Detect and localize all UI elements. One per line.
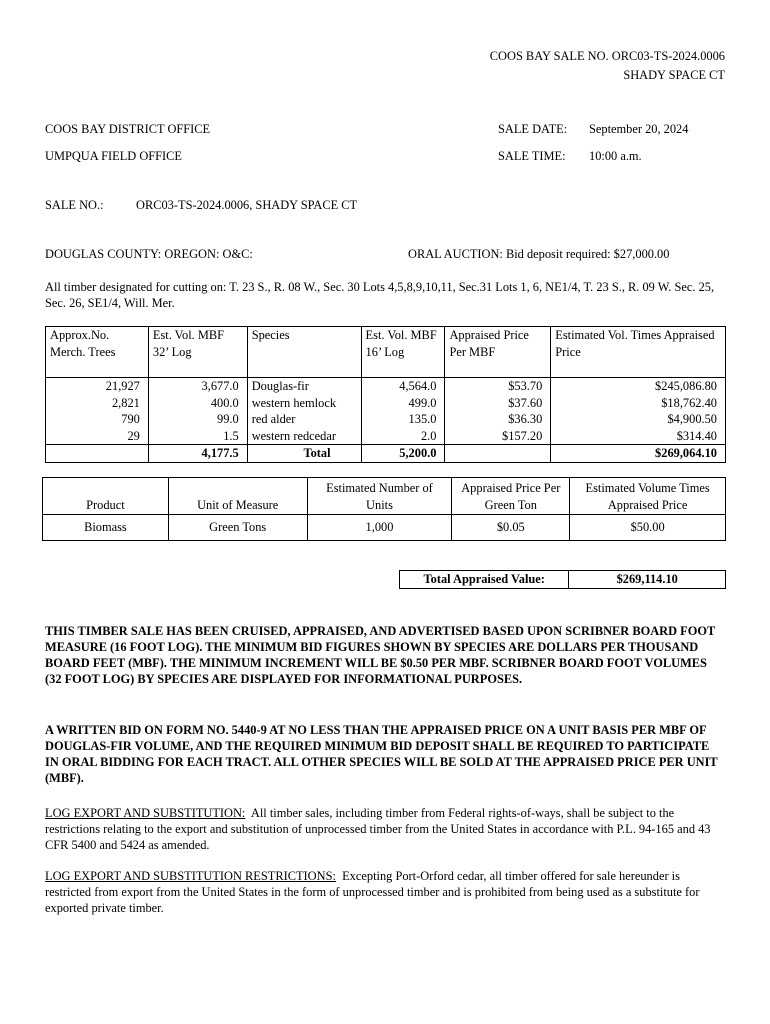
cell-empty (46, 445, 149, 463)
sale-no-label: SALE NO.: (45, 198, 104, 212)
sale-no-value: ORC03-TS-2024.0006, SHADY SPACE CT (136, 198, 358, 212)
table-row (46, 411, 726, 428)
cell-vol32: 99.0 (148, 411, 247, 428)
header-vol32: Est. Vol. MBF 32’ Log (148, 327, 247, 378)
table-header-row (43, 478, 726, 515)
log-export-text: All timber sales, including timber from Federal rights-of-ways, shall be subject to the restrictions relating to the export and substitution of unprocessed timber from the United States in accordance with P.L. 94-165 and 43 CFR 5400 and 5424 as amended. (45, 806, 714, 853)
total-appraised-value: $269,114.10 (569, 571, 726, 589)
cell-price: $0.05 (452, 515, 570, 541)
auction-line: ORAL AUCTION: Bid deposit required: $27,000.00 (408, 247, 670, 261)
header-total: Estimated Volume Times Appraised Price (570, 478, 726, 515)
log-export-restrictions-paragraph (45, 868, 725, 916)
sale-date: September 20, 2024 (589, 122, 689, 136)
table-row (46, 428, 726, 445)
header-units: Estimated Number of Units (307, 478, 452, 515)
header-species: Species (247, 327, 361, 378)
written-bid-notice: A WRITTEN BID ON FORM NO. 5440-9 AT NO LESS THAN THE APPRAISED PRICE ON A UNIT BASIS PER MBF OF DOUGLAS-FIR VOLUME, AND THE REQUIRED MINIMUM BID DEPOSIT SHALL BE REQUIRED TO PARTICIPATE IN ORAL BIDDING FOR EACH TRACT. ALL OTHER SPECIES WILL BE SOLD AT THE APPRAISED PRICE PER UNIT (MBF). (45, 723, 718, 786)
district-office: COOS BAY DISTRICT OFFICE (45, 122, 211, 136)
log-export-restrictions-text: Excepting Port-Orford cedar, all timber offered for sale hereunder is restricted from export from the United States in the form of unprocessed timber and is prohibited from being used as a substitute for exported private timber. (45, 869, 703, 916)
cell-species: Douglas-fir (247, 378, 361, 395)
header-price: Appraised Price Per Green Ton (452, 478, 570, 515)
header-vol16: Est. Vol. MBF 16’ Log (361, 327, 445, 378)
cell-vol16: 135.0 (361, 411, 445, 428)
cell-vol32: 1.5 (148, 428, 247, 445)
cell-vol16: 2.0 (361, 428, 445, 445)
cell-vol16: 499.0 (361, 395, 445, 412)
total-value: $269,064.10 (551, 445, 726, 463)
cell-total: $18,762.40 (551, 395, 726, 412)
cell-product: Biomass (43, 515, 169, 541)
biomass-product-table (42, 477, 726, 541)
table-row (46, 395, 726, 412)
header-product: Product (43, 478, 169, 515)
cell-total: $314.40 (551, 428, 726, 445)
total-label: Total (247, 445, 361, 463)
table-row (43, 515, 726, 541)
total-vol32: 4,177.5 (148, 445, 247, 463)
total-appraised-label: Total Appraised Value: (400, 571, 569, 589)
cell-vol32: 3,677.0 (148, 378, 247, 395)
cell-trees: 29 (46, 428, 149, 445)
header-trees: Approx.No. Merch. Trees (46, 327, 149, 378)
total-appraised-box (399, 570, 726, 589)
cell-price: $53.70 (445, 378, 551, 395)
cell-vol16: 4,564.0 (361, 378, 445, 395)
cell-price: $37.60 (445, 395, 551, 412)
field-office: UMPQUA FIELD OFFICE (45, 149, 183, 163)
header-unit: Unit of Measure (168, 478, 307, 515)
log-export-heading: LOG EXPORT AND SUBSTITUTION: (45, 806, 246, 820)
table-total-row (46, 445, 726, 463)
sale-time-label: SALE TIME: (498, 149, 566, 163)
scribner-notice: THIS TIMBER SALE HAS BEEN CRUISED, APPRAISED, AND ADVERTISED BASED UPON SCRIBNER BOARD FOOT MEASURE (16 FOOT LOG). THE MINIMUM BID FIGURES SHOWN BY SPECIES ARE DOLLARS PER THOUSAND BOARD FEET (MBF). THE MINIMUM INCREMENT WILL BE $0.50 PER MBF. SCRIBNER BOARD FOOT VOLUMES (32 FOOT LOG) BY SPECIES ARE DISPLAYED FOR INFORMATIONAL PURPOSES. (45, 624, 716, 687)
cell-vol32: 400.0 (148, 395, 247, 412)
cell-total: $50.00 (570, 515, 726, 541)
sale-number-header: COOS BAY SALE NO. ORC03-TS-2024.0006 (489, 49, 725, 63)
cell-units: 1,000 (307, 515, 452, 541)
cell-species: western hemlock (247, 395, 361, 412)
county-line: DOUGLAS COUNTY: OREGON: O&C: (45, 247, 253, 261)
cell-trees: 790 (46, 411, 149, 428)
total-vol16: 5,200.0 (361, 445, 445, 463)
log-export-paragraph (45, 805, 725, 853)
legal-description: All timber designated for cutting on: T. 23 S., R. 08 W., Sec. 30 Lots 4,5,8,9,10,11, Sec.31 Lots 1, 6, NE1/4, T. 23 S., R. 09 W. Sec. 25, Sec. 26, SE1/4, Will. Mer. (45, 280, 715, 311)
cell-price: $157.20 (445, 428, 551, 445)
sale-time: 10:00 a.m. (589, 149, 642, 163)
species-volume-table (45, 326, 726, 463)
sale-date-label: SALE DATE: (498, 122, 568, 136)
cell-species: red alder (247, 411, 361, 428)
cell-total: $4,900.50 (551, 411, 726, 428)
cell-trees: 2,821 (46, 395, 149, 412)
log-export-restrictions-heading: LOG EXPORT AND SUBSTITUTION RESTRICTIONS: (45, 869, 336, 883)
cell-total: $245,086.80 (551, 378, 726, 395)
table-row (46, 378, 726, 395)
tract-name-header: SHADY SPACE CT (623, 68, 725, 82)
header-price: Appraised Price Per MBF (445, 327, 551, 378)
header-total: Estimated Vol. Times Appraised Price (551, 327, 726, 378)
cell-trees: 21,927 (46, 378, 149, 395)
cell-unit: Green Tons (168, 515, 307, 541)
cell-species: western redcedar (247, 428, 361, 445)
cell-empty (445, 445, 551, 463)
table-header-row (46, 327, 726, 378)
cell-price: $36.30 (445, 411, 551, 428)
